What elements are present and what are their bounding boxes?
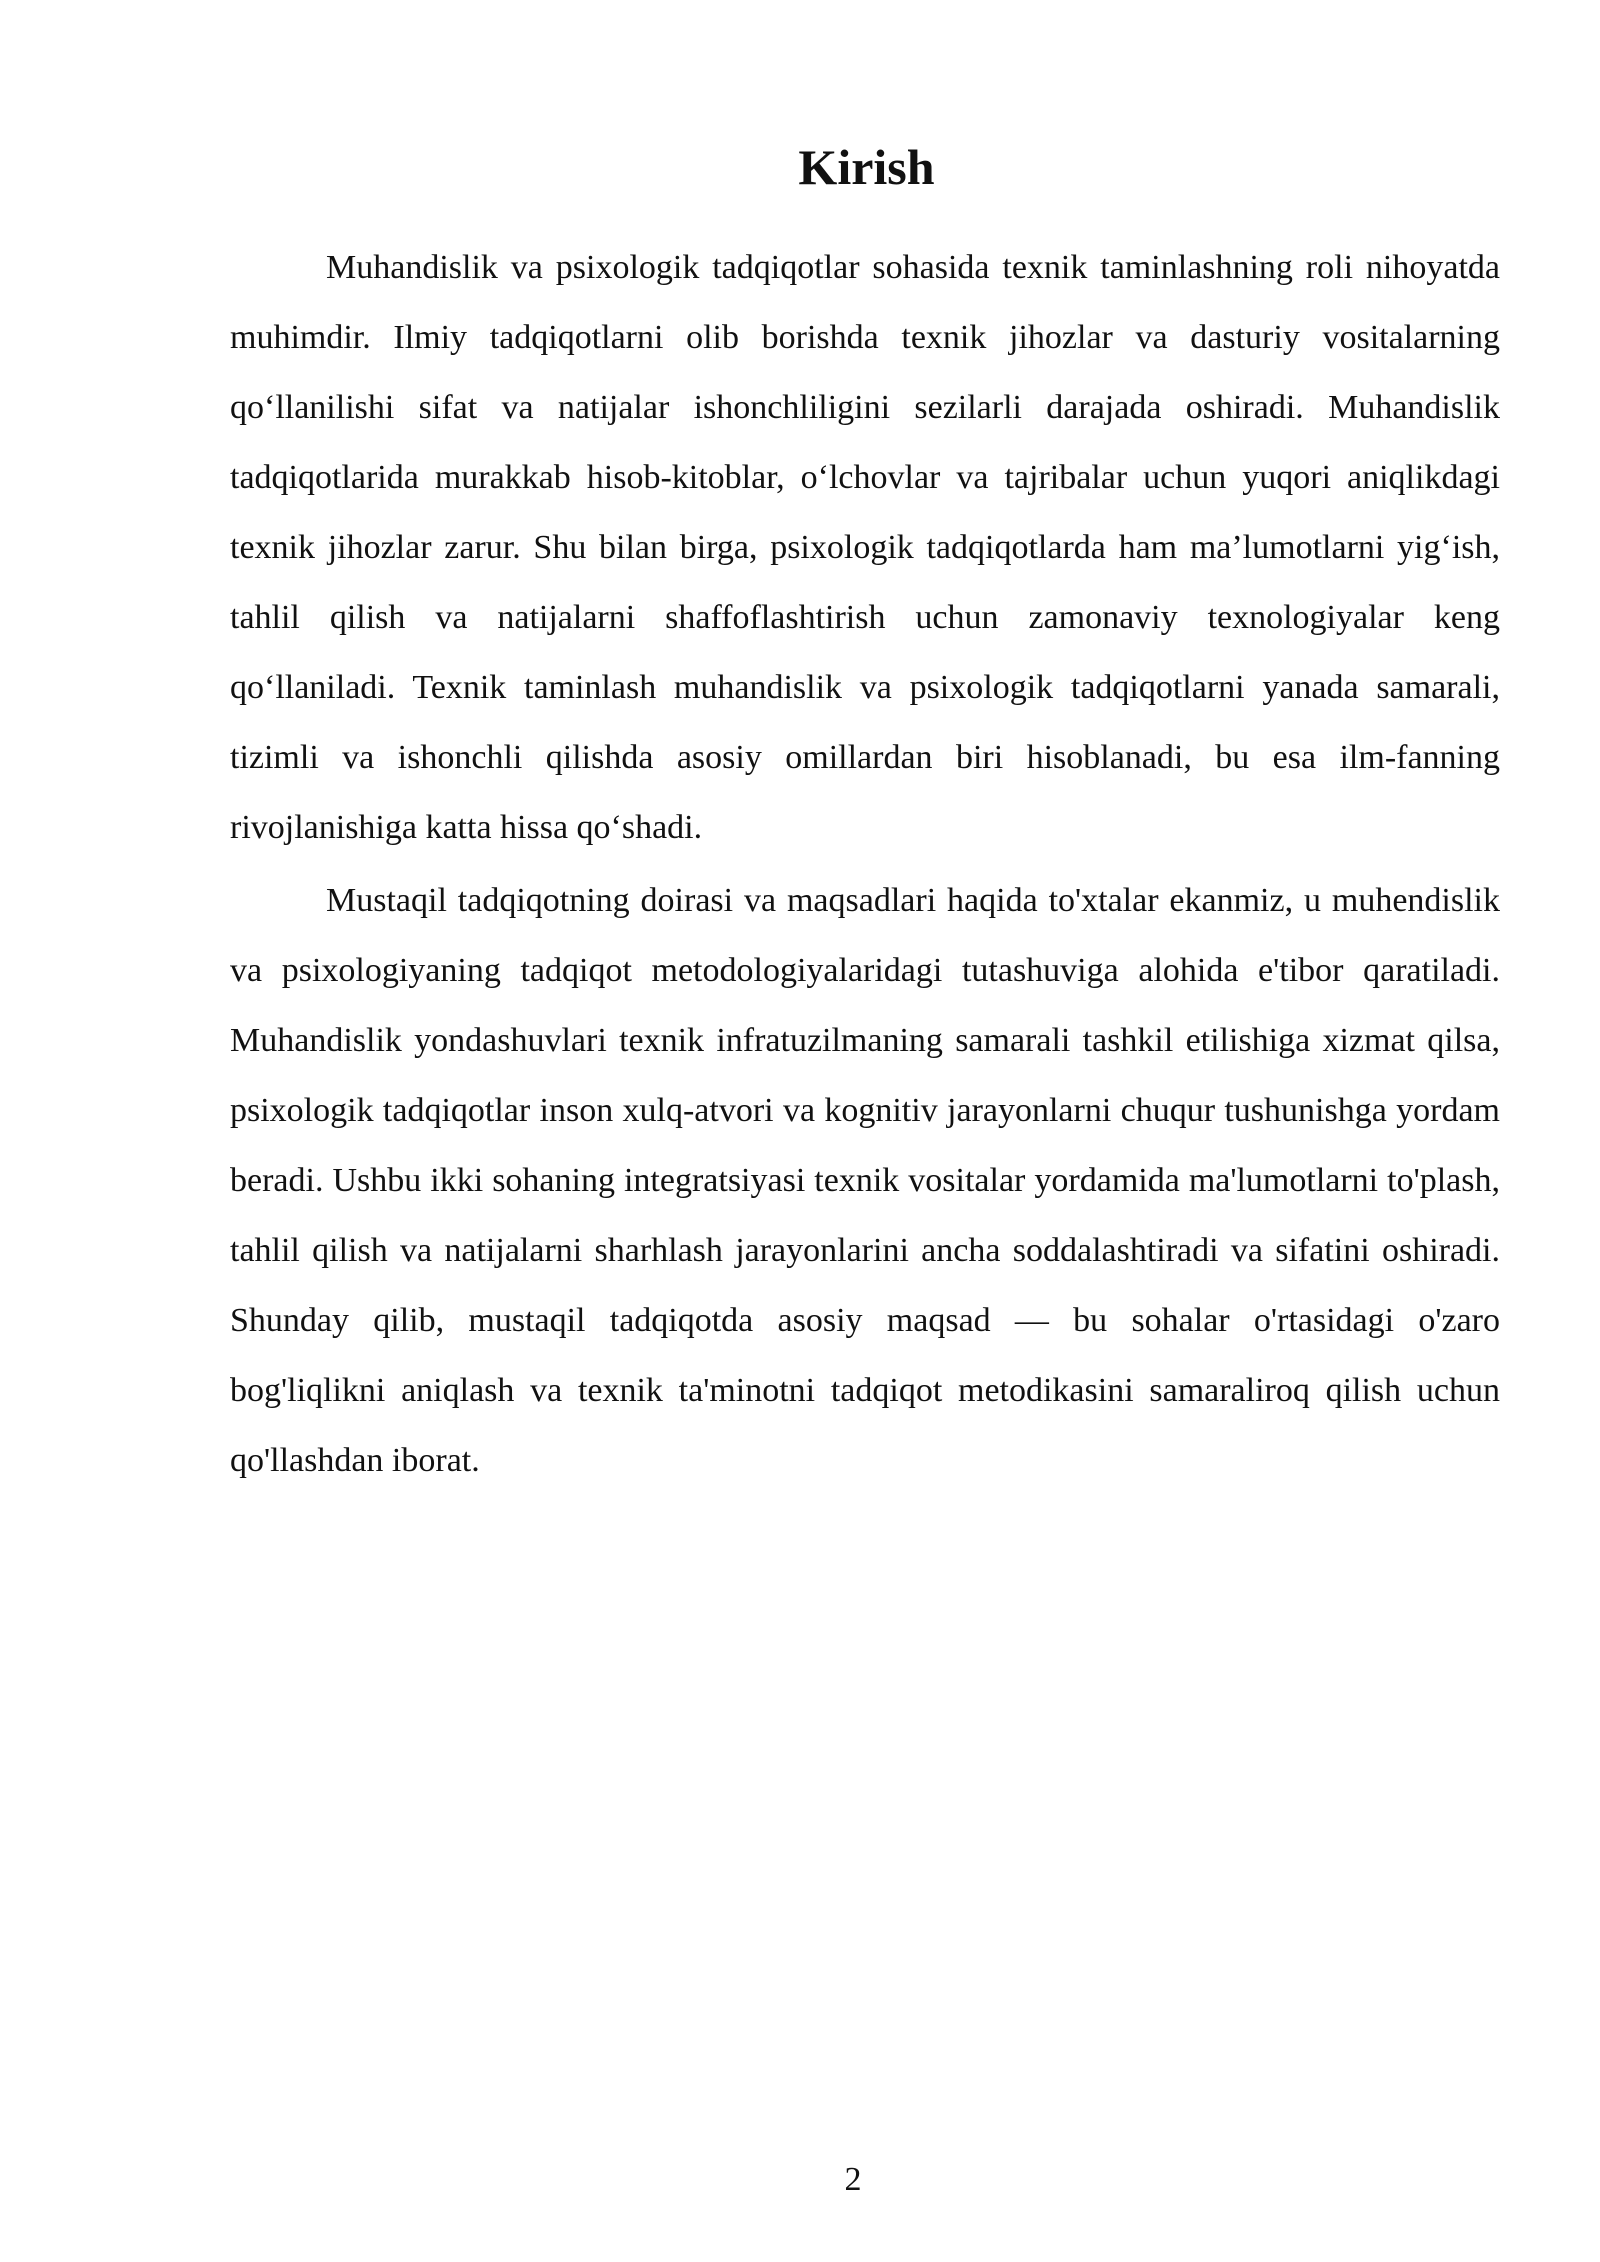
paragraph-1: Muhandislik va psixologik tadqiqotlar sohasida texnik taminlashning roli nihoyatda muhimdir. Ilmiy tadqiqotlarni olib borishda texnik jihozlar va dasturiy vositalarning qo‘llanilishi sifat va natijalar ishonchliligini sezilarli darajada oshiradi. Muhandislik tadqiqotlarida murakkab hisob-kitoblar, o‘lchovlar va tajribalar uchun yuqori aniqlikdagi texnik jihozlar zarur. Shu bilan birga, psixologik tadqiqotlarda ham ma’lumotlarni yig‘ish, tahlil qilish va natijalarni shaffoflashtirish uchun zamonaviy texnologiyalar keng qo‘llaniladi. Texnik taminlash muhandislik va psixologik tadqiqotlarni yanada samarali, tizimli va ishonchli qilishda asosiy omillardan biri hisoblanadi, bu esa ilm-fanning rivojlanishiga katta hissa qo‘shadi. bbox=[230, 249, 1500, 846]
page-number: 2 bbox=[844, 2161, 862, 2198]
page-title: Kirish bbox=[798, 139, 935, 195]
document-body bbox=[230, 233, 1500, 1499]
paragraph-2: Mustaqil tadqiqotning doirasi va maqsadlari haqida to'xtalar ekanmiz, u muhendislik va psixologiyaning tadqiqot metodologiyalaridagi tutashuviga alohida e'tibor qaratiladi. Muhandislik yondashuvlari texnik infratuzilmaning samarali tashkil etilishiga xizmat qilsa, psixologik tadqiqotlar inson xulq-atvori va kognitiv jarayonlarni chuqur tushunishga yordam beradi. Ushbu ikki sohaning integratsiyasi texnik vositalar yordamida ma'lumotlarni to'plash, tahlil qilish va natijalarni sharhlash jarayonlarini ancha soddalashtiradi va sifatini oshiradi. Shunday qilib, mustaqil tadqiqotda asosiy maqsad — bu sohalar o'rtasidagi o'zaro bog'liqlikni aniqlash va texnik ta'minotni tadqiqot metodikasini samaraliroq qilish uchun qo'llashdan iborat. bbox=[230, 882, 1500, 1479]
